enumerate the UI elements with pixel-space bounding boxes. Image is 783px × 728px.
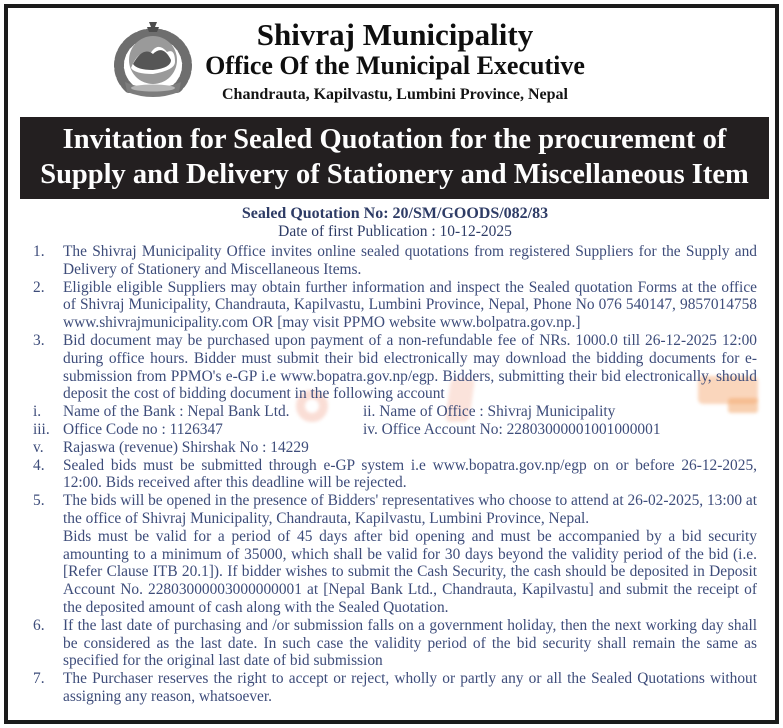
notice-title-banner xyxy=(20,117,769,199)
office-code: Office Code no : 1126347 xyxy=(63,420,223,438)
list-item-1 xyxy=(33,243,757,279)
bank-detail-columns xyxy=(63,439,757,457)
item-number: v. xyxy=(33,438,44,456)
list-item-2 xyxy=(33,279,757,332)
item-number: i. xyxy=(33,403,42,421)
item-text: The Shivraj Municipality Office invites online sealed quotations from registered Suppliers for the Supply and Delivery of Stationery and Miscellaneous Items. xyxy=(63,243,757,278)
bank-detail-row-i xyxy=(33,403,757,421)
banner-line-2: Supply and Delivery of Stationery and Miscellaneous Item xyxy=(40,159,749,190)
item-number: 5. xyxy=(33,492,45,510)
item-number: 1. xyxy=(33,243,45,260)
bank-detail-row-iii xyxy=(33,421,757,439)
list-item-7 xyxy=(33,670,757,706)
item-number: iii. xyxy=(33,420,50,438)
office-account-number: iv. Office Account No: 22803000001001000001 xyxy=(363,420,661,438)
empty-cell xyxy=(363,439,757,457)
page-border-frame xyxy=(4,4,779,724)
address-line: Chandrauta, Kapilvastu, Lumbini Province, Nepal xyxy=(222,86,568,103)
office-name-value: ii. Name of Office : Shivraj Municipality xyxy=(363,403,616,421)
item-text: Sealed bids must be submitted through e-GP system i.e www.bopatra.gov.np/egp on or before 26-12-2025, 12:00. Bids received after this deadline will be rejected. xyxy=(63,456,757,492)
municipal-emblem-icon xyxy=(105,18,201,102)
list-item-6 xyxy=(33,617,757,670)
bank-detail-columns xyxy=(63,421,757,439)
bank-detail-columns xyxy=(63,403,757,421)
notice-body xyxy=(33,243,757,706)
list-item-4 xyxy=(33,457,757,493)
item-text: Eligible eligible Suppliers may obtain further information and inspect the Sealed quotation Forms at the office of Shivraj Municipality, Chandrauta, Kapilvastu, Lumbini Province, Nepal, Phone No 076 540147, 9857014758 www.shivrajmunicipality.com OR [may visit PPMO website www.bolpatra.gov.np.] xyxy=(63,278,757,332)
letterhead xyxy=(33,16,757,110)
quotation-number: Sealed Quotation No: 20/SM/GOODS/082/83 xyxy=(241,205,549,222)
item-number: 7. xyxy=(33,670,45,688)
bank-detail-row-v xyxy=(33,439,757,457)
list-item-5 xyxy=(33,492,757,617)
list-item-3 xyxy=(33,332,757,403)
revenue-shirshak-number: Rajaswa (revenue) Shirshak No : 14229 xyxy=(63,438,309,456)
item-number: 3. xyxy=(33,331,45,349)
office-name: Office Of the Municipal Executive xyxy=(205,51,585,80)
item-text: If the last date of purchasing and /or submission falls on a government holiday, then the next working day shall be considered as the last date. In such case the validity period of the bid security shall remain the same as specified for the original last date of bid submission xyxy=(63,616,757,670)
item-paragraph-1: The bids will be opened in the presence of Bidders' representatives who choose to attend at 26-02-2025, 13:00 at the office of Shivraj Municipality, Chandrauta, Kapilvastu, Lumbini Province, Nepal. xyxy=(63,492,757,527)
item-number: 2. xyxy=(33,278,45,296)
item-number: 6. xyxy=(33,616,45,634)
notice-meta xyxy=(33,205,757,240)
bank-name: Name of the Bank : Nepal Bank Ltd. xyxy=(63,403,290,421)
municipality-name: Shivraj Municipality xyxy=(256,17,534,52)
banner-line-1: Invitation for Sealed Quotation for the procurement of xyxy=(62,124,727,155)
item-number: 4. xyxy=(33,456,45,474)
item-paragraph-2: Bids must be valid for a period of 45 days after bid opening and must be accompanied by a bid security amounting to a minimum of 35000, which shall be valid for 30 days beyond the validity period of the bid (i.e. [Refer Clause ITB 20.1]). If bidder wishes to submit the Cash Security, the cash should be deposited in Deposit Account No. 22803000003000000001 at [Nepal Bank Ltd., Chandrauta, Kapilvastu] and submit the receipt of the deposited amount of cash along with the Sealed Quotation. xyxy=(63,527,757,616)
item-text: Bid document may be purchased upon payment of a non-refundable fee of NRs. 1000.0 till 26-12-2025 12:00 during office hours. Bidder must submit their bid electronically may download the bidding documents for e-submission from PPMO's e-GP i.e www.bopatra.gov.np/egp. Bidders, submitting their bid electronically, should deposit the cost of bidding document in the following account xyxy=(63,331,757,403)
item-text: The Purchaser reserves the right to accept or reject, wholly or partly any or all the Sealed Quotations without assigning any reason, whatsoever. xyxy=(63,670,757,705)
publication-date: Date of first Publication : 10-12-2025 xyxy=(278,223,512,240)
item-text xyxy=(63,492,757,617)
